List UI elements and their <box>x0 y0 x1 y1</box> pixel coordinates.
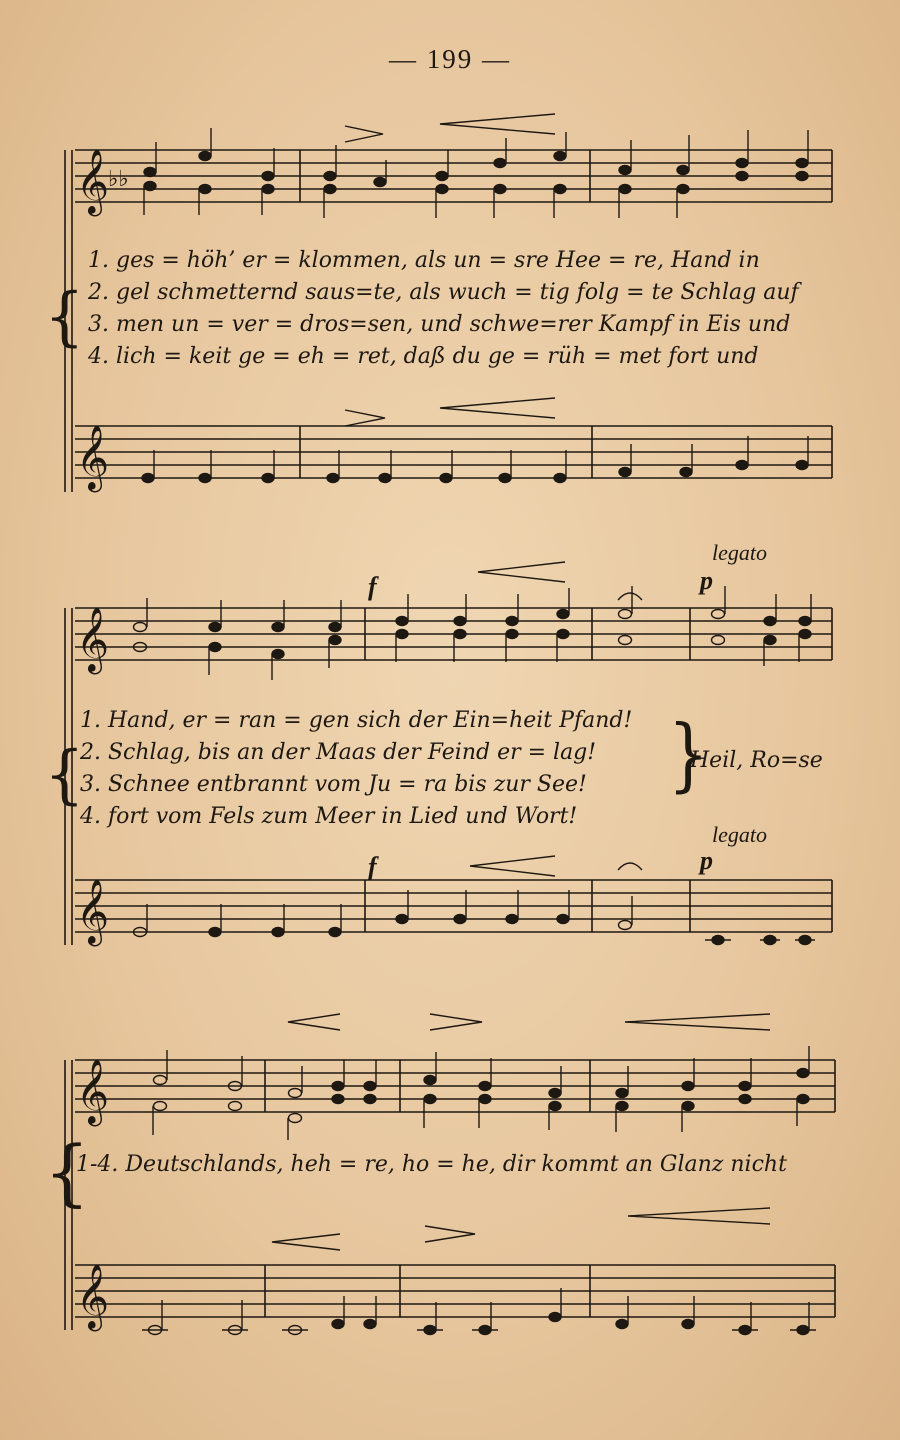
refrain-text: Heil, Ro=se <box>690 748 823 773</box>
verse-1-line: 1. ges = höh’ er = klommen, als un = sre Hee = re, Hand in <box>88 248 760 273</box>
verse-brace: { <box>44 280 85 354</box>
legato-marking-top: legato <box>712 540 767 565</box>
svg-text:𝄞: 𝄞 <box>76 879 110 944</box>
page-number: — 199 — <box>389 44 511 74</box>
verse-2-line: 2. gel schmetternd saus=te, als wuch = tig folg = te Schlag auf <box>88 280 799 305</box>
svg-text:𝄞: 𝄞 <box>76 1059 110 1124</box>
dynamic-forte-bottom: f <box>368 852 377 881</box>
system-3-staves <box>0 1010 900 1390</box>
legato-marking-bottom: legato <box>712 822 767 847</box>
svg-text:𝄞: 𝄞 <box>76 149 110 214</box>
svg-text:♭♭: ♭♭ <box>108 167 129 192</box>
verse-3-line: 3. men un = ver = dros=sen, und schwe=rer Kampf in Eis und <box>88 312 791 337</box>
verse-3-ending: 3. Schnee entbrannt vom Ju = ra bis zur See! <box>80 772 587 797</box>
verse-1-ending: 1. Hand, er = ran = gen sich der Ein=heit Pfand! <box>80 708 633 733</box>
svg-text:𝄞: 𝄞 <box>76 1264 110 1329</box>
dynamic-piano-top: p <box>700 566 713 595</box>
closing-brace: } <box>668 708 709 802</box>
chorus-lyrics: 1-4. Deutschlands, heh = re, ho = he, dir kommt an Glanz nicht <box>76 1152 787 1177</box>
verse-2-ending: 2. Schlag, bis an der Maas der Feind er = lag! <box>80 740 597 765</box>
dynamic-forte-top: f <box>368 572 377 601</box>
verse-4-ending: 4. fort vom Fels zum Meer in Lied und Wort! <box>80 804 578 829</box>
verse-4-line: 4. lich = keit ge = eh = ret, daß du ge = rüh = met fort und <box>88 344 759 369</box>
svg-text:𝄞: 𝄞 <box>76 607 110 672</box>
chorus-brace: { <box>44 1130 90 1214</box>
dynamic-piano-bottom: p <box>700 846 713 875</box>
verse-brace-2: { <box>44 738 85 812</box>
svg-text:𝄞: 𝄞 <box>76 425 110 490</box>
